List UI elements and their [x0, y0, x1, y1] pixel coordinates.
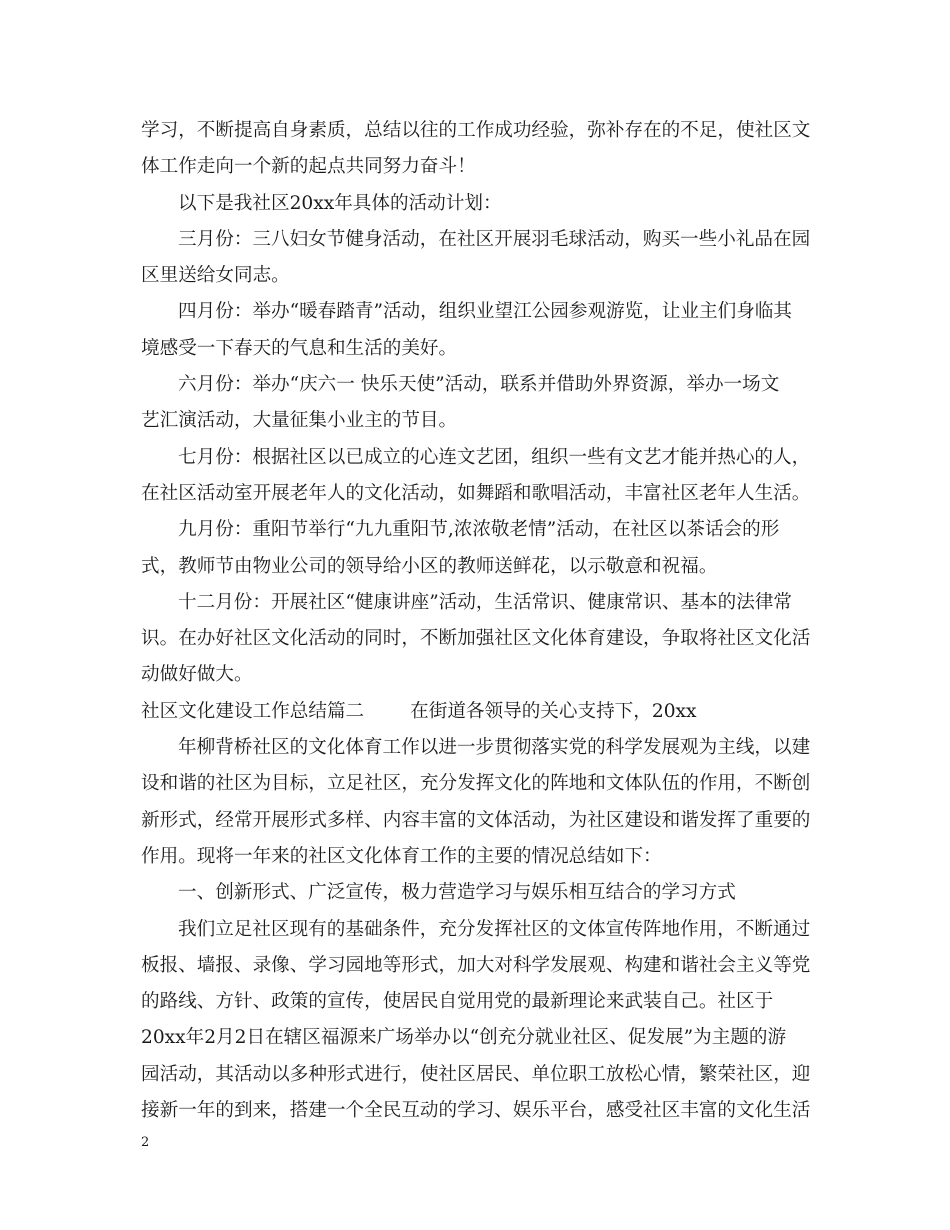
text-line: 式，教师节由物业公司的领导给小区的教师送鲜花，以示敬意和祝福。 — [141, 555, 718, 577]
text-line: 四月份：举办“暖春踏青”活动，组织业望江公园参观游览，让业主们身临其 — [178, 301, 793, 323]
text-line: 接新一年的到来，搭建一个全民互动的学习、娱乐平台，感受社区丰富的文化生活 — [141, 1100, 811, 1122]
text-line: 识。在办好社区文化活动的同时，不断加强社区文化体育建设，争取将社区文化活 — [141, 628, 811, 650]
text-line: 设和谐的社区为目标，立足社区，充分发挥文化的阵地和文体队伍的作用，不断创 — [141, 773, 811, 795]
text-line: 区里送给女同志。 — [141, 265, 290, 287]
text-line: 学习，不断提高自身素质，总结以往的工作成功经验，弥补存在的不足，使社区文 — [141, 120, 811, 141]
text-line: 十二月份：开展社区“健康讲座”活动，生活常识、健康常识、基本的法律常 — [178, 591, 793, 613]
subheading-line: 一、创新形式、广泛宣传，极力营造学习与娱乐相互结合的学习方式 — [178, 882, 736, 904]
page-number: 2 — [141, 1135, 150, 1150]
document-body — [141, 113, 813, 1129]
text-line: 境感受一下春天的气息和生活的美好。 — [141, 337, 458, 359]
text-line: 板报、墙报、录像、学习园地等形式，加大对科学发展观、构建和谐社会主义等党 — [141, 954, 811, 976]
text-line: 年柳背桥社区的文化体育工作以进一步贯彻落实党的科学发展观为主线，以建 — [178, 737, 811, 759]
section-heading: 社区文化建设工作总结篇二 — [141, 700, 365, 722]
text-line: 作用。现将一年来的社区文化体育工作的主要的情况总结如下： — [141, 845, 662, 867]
text-line: 以下是我社区20xx年具体的活动计划： — [178, 192, 502, 214]
text-line: 我们立足社区现有的基础条件，充分发挥社区的文体宣传阵地作用，不断通过 — [178, 918, 811, 940]
text-line: 六月份：举办“庆六一 快乐天使”活动，联系并借助外界资源，举办一场文 — [178, 374, 780, 396]
text-line: 七月份：根据社区以已成立的心连文艺团，组织一些有文艺才能并热心的人， — [178, 446, 811, 468]
text-line: 九月份：重阳节举行“九九重阳节,浓浓敬老情”活动，在社区以茶话会的形 — [178, 519, 780, 541]
text-line: 新形式，经常开展形式多样、内容丰富的文体活动，为社区建设和谐发挥了重要的 — [141, 809, 811, 831]
text-line: 三月份：三八妇女节健身活动，在社区开展羽毛球活动，购买一些小礼品在园 — [178, 228, 811, 250]
section-heading-continuation: 在街道各领导的关心支持下，20xx — [410, 700, 697, 722]
text-line: 20xx年2月2日在辖区福源来广场举办以“创充分就业社区、促发展”为主题的游 — [141, 1027, 787, 1049]
text-line: 艺汇演活动，大量征集小业主的节目。 — [141, 410, 458, 432]
text-line: 动做好做大。 — [141, 664, 253, 686]
text-line: 园活动，其活动以多种形式进行，使社区居民、单位职工放松心情，繁荣社区，迎 — [141, 1063, 811, 1085]
text-line: 在社区活动室开展老年人的文化活动，如舞蹈和歌唱活动，丰富社区老年人生活。 — [141, 482, 811, 504]
section-heading-line — [141, 694, 813, 730]
text-line: 体工作走向一个新的起点共同努力奋斗！ — [141, 156, 476, 178]
text-line: 的路线、方针、政策的宣传，使居民自觉用党的最新理论来武装自己。社区于 — [141, 991, 774, 1013]
